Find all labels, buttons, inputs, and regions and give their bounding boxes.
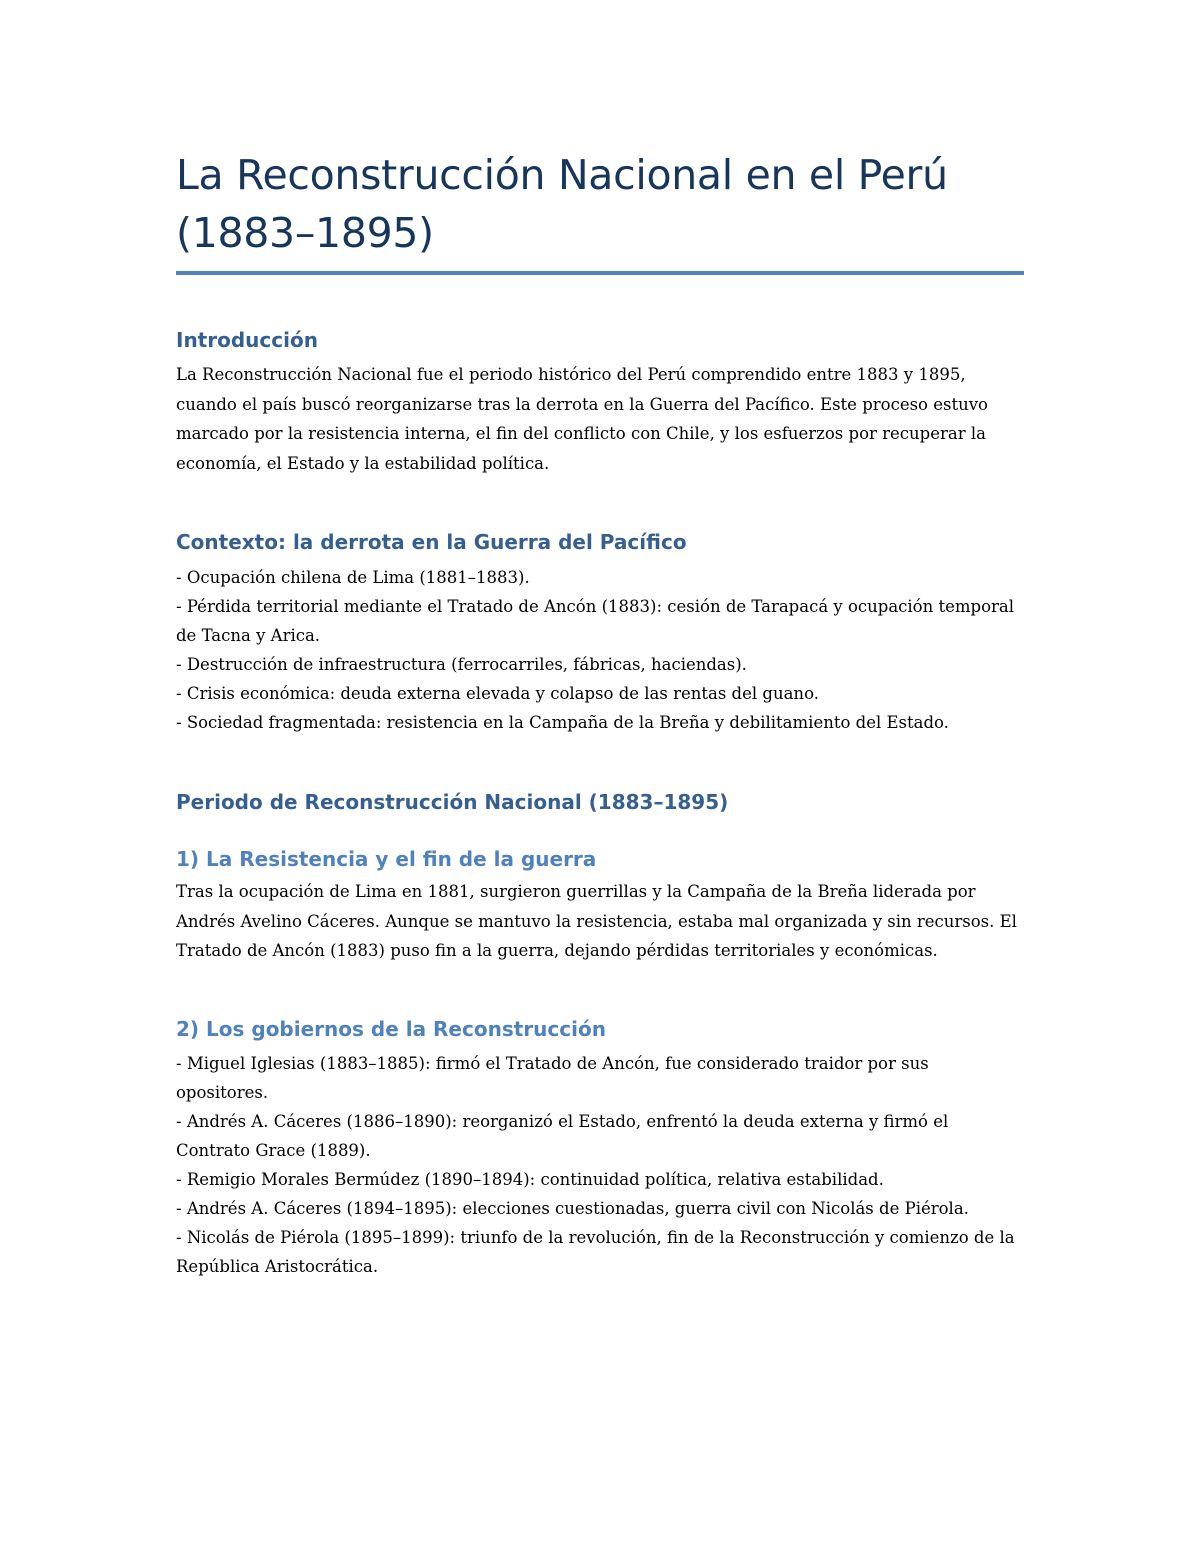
context-list [176,563,1024,737]
list-item: - Pérdida territorial mediante el Tratado de Ancón (1883): cesión de Tarapacá y ocupación temporal de Tacna y Arica. [176,597,1015,645]
section1-heading: 1) La Resistencia y el fin de la guerra [176,847,597,871]
section2-heading: 2) Los gobiernos de la Reconstrucción [176,1017,606,1041]
list-item: - Miguel Iglesias (1883–1885): firmó el Tratado de Ancón, fue considerado traidor por sus opositores. [176,1054,929,1102]
list-item: - Sociedad fragmentada: resistencia en la Campaña de la Breña y debilitamiento del Estado. [176,713,949,732]
list-item: - Andrés A. Cáceres (1894–1895): elecciones cuestionadas, guerra civil con Nicolás de Piérola. [176,1199,969,1218]
intro-heading: Introducción [176,328,318,352]
list-item: - Andrés A. Cáceres (1886–1890): reorganizó el Estado, enfrentó la deuda externa y firmó el Contrato Grace (1889). [176,1112,949,1160]
intro-paragraph: La Reconstrucción Nacional fue el periodo histórico del Perú comprendido entre 1883 y 1895, cuando el país buscó reorganizarse tras la derrota en la Guerra del Pacífico. Este proceso estuvo marcado por la resistencia interna, el fin del conflicto con Chile, y los esfuerzos por recuperar la economía, el Estado y la estabilidad política. [176,365,988,473]
list-item: - Crisis económica: deuda externa elevada y colapso de las rentas del guano. [176,684,819,703]
list-item: - Remigio Morales Bermúdez (1890–1894): continuidad política, relativa estabilidad. [176,1170,884,1189]
list-item: - Nicolás de Piérola (1895–1899): triunfo de la revolución, fin de la Reconstrucción y comienzo de la República Aristocrática. [176,1228,1015,1276]
context-heading: Contexto: la derrota en la Guerra del Pacífico [176,530,687,554]
section2-list [176,1049,1024,1281]
section1-paragraph: Tras la ocupación de Lima en 1881, surgieron guerrillas y la Campaña de la Breña liderada por Andrés Avelino Cáceres. Aunque se mantuvo la resistencia, estaba mal organizada y sin recursos. El Tratado de Ancón (1883) puso fin a la guerra, dejando pérdidas territoriales y económicas. [176,882,1017,960]
period-heading: Periodo de Reconstrucción Nacional (1883–1895) [176,790,729,814]
list-item: - Destrucción de infraestructura (ferrocarriles, fábricas, haciendas). [176,655,747,674]
document-title: La Reconstrucción Nacional en el Perú (1883–1895) [176,151,948,257]
title-underline [176,271,1024,275]
list-item: - Ocupación chilena de Lima (1881–1883). [176,568,530,587]
